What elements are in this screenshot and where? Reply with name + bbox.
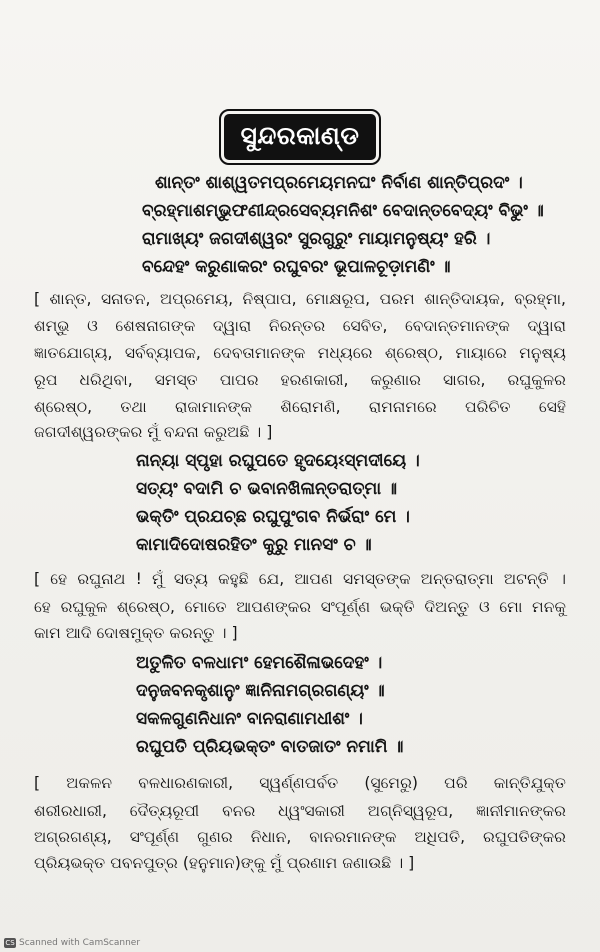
verse2-line-1: ନାନ୍ୟା ସ୍ପୃହା ରଘୁପତେ ହୃଦୟେଽସ୍ମଦୀୟେ । [136,451,420,471]
verse2-line-4: କାମାଦିଦୋଷରହିତଂ କୁରୁ ମାନସଂ ଚ ॥ [136,535,372,555]
verse3-line-3: ସକଳଗୁଣନିଧାନଂ ବାନରାଣାମଧୀଶଂ । [136,709,363,729]
translation1-line-6: ଜଗଦୀଶ୍ୱରଙ୍କର ମୁଁ ବନ୍ଦନା କରୁଅଛି । ] [34,423,273,441]
translation3-line-1: [ ଅକଳନ ବଳଧାରଣକାରୀ, ସ୍ୱର୍ଣ୍ଣପର୍ବତ (ସୁମେରୁ) ପରି କାନ୍ତିଯୁକ୍ତ [34,774,566,792]
verse3-line-1: ଅତୁଳିତ ବଳଧାମଂ ହେମଶୈଳାଭଦେହଂ । [136,653,383,673]
verse1-line-1: ଶାନ୍ତଂ ଶାଶ୍ୱତମପ୍ରମେୟମନଘଂ ନିର୍ବାଣ ଶାନ୍ତିପ୍ରଦଂ । [155,173,523,193]
watermark-text: Scanned with CamScanner [19,938,141,948]
verse2-line-3: ଭକ୍ତିଂ ପ୍ରଯଚ୍ଛ ରଘୁପୁଂଗବ ନିର୍ଭରାଂ ମେ । [136,507,410,527]
verse3-line-4: ରଘୁପତି ପ୍ରିୟଭକ୍ତଂ ବାତଜାତଂ ନମାମି ॥ [136,737,404,757]
translation3-line-2: ଶରୀରଧାରୀ, ଦୈତ୍ୟରୂପୀ ବନର ଧ୍ୱଂସକାରୀ ଅଗ୍ନିସ୍ୱରୂପ, ଜ୍ଞାନୀମାନଙ୍କର [34,802,566,820]
translation1-line-2: ଶମ୍ଭୁ ଓ ଶେଷନାଗଙ୍କ ଦ୍ୱାରା ନିରନ୍ତର ସେବିତ, ବେଦାନ୍ତମାନଙ୍କ ଦ୍ୱାରା [34,317,566,335]
title-container [0,114,600,160]
scanner-watermark [4,938,140,948]
verse2-line-2: ସତ୍ୟଂ ବଦାମି ଚ ଭବାନଖିଳାନ୍ତରାତ୍ମା ॥ [136,479,398,499]
translation2-line-3: କାମ ଆଦି ଦୋଷମୁକ୍ତ କରନ୍ତୁ । ] [34,624,238,642]
camscanner-icon: CS [5,939,15,947]
verse1-line-2: ବ୍ରହ୍ମାଶମ୍ଭୁଫଣୀନ୍ଦ୍ରସେବ୍ୟମନିଶଂ ବେଦାନ୍ତବେଦ୍ୟଂ ବିଭୁଂ ॥ [142,201,544,221]
chapter-title: ସୁନ୍ଦରକାଣ୍ଡ [224,114,377,160]
translation2-line-2: ହେ ରଘୁକୁଳ ଶ୍ରେଷ୍ଠ, ମୋତେ ଆପଣଙ୍କର ସଂପୂର୍ଣ୍ଣ ଭକ୍ତି ଦିଅନ୍ତୁ ଓ ମୋ ମନକୁ [34,598,566,616]
translation3-line-4: ପ୍ରିୟଭକ୍ତ ପବନପୁତ୍ର (ହନୁମାନ)ଙ୍କୁ ମୁଁ ପ୍ରଣାମ ଜଣାଉଛି । ] [34,854,415,872]
verse3-line-2: ଦନୁଜବନକୃଶାନୁଂ ଜ୍ଞାନିନାମଗ୍ରଗଣ୍ୟଂ ॥ [136,681,385,701]
translation1-line-5: ଶ୍ରେଷ୍ଠ, ତଥା ରାଜାମାନଙ୍କ ଶିରୋମଣି, ରାମନାମରେ ପରିଚିତ ସେହି [34,398,566,416]
translation3-line-3: ଅଗ୍ରଗଣ୍ୟ, ସଂପୂର୍ଣ୍ଣ ଗୁଣର ନିଧାନ, ବାନରମାନଙ୍କ ଅଧିପତି, ରଘୁପତିଙ୍କର [34,828,566,846]
translation1-line-4: ରୂପ ଧରିଥିବା, ସମସ୍ତ ପାପର ହରଣକାରୀ, କରୁଣାର ସାଗର, ରଘୁକୁଳର [34,371,566,389]
translation1-line-1: [ ଶାନ୍ତ, ସନାତନ, ଅପ୍ରମେୟ, ନିଷ୍ପାପ, ମୋକ୍ଷରୂପ, ପରମ ଶାନ୍ତିଦାୟକ, ବ୍ରହ୍ମା, [34,290,566,308]
translation1-line-3: ଜ୍ଞାତଯୋଗ୍ୟ, ସର୍ବବ୍ୟାପକ, ଦେବତାମାନଙ୍କ ମଧ୍ୟରେ ଶ୍ରେଷ୍ଠ, ମାୟାରେ ମନୁଷ୍ୟ [34,344,566,362]
verse1-line-3: ରାମାଖ୍ୟଂ ଜଗଦୀଶ୍ୱରଂ ସୁରଗୁରୁଂ ମାୟାମନୁଷ୍ୟଂ ହରି । [142,229,491,249]
verse1-line-4: ବନ୍ଦେହଂ କରୁଣାକରଂ ରଘୁବରଂ ଭୂପାଳଚୂଡ଼ାମଣିଂ ॥ [142,257,451,277]
translation2-line-1: [ ହେ ରଘୁନାଥ ! ମୁଁ ସତ୍ୟ କହୁଛି ଯେ, ଆପଣ ସମସ୍ତଙ୍କ ଅନ୍ତରାତ୍ମା ଅଟନ୍ତି । [34,570,566,588]
